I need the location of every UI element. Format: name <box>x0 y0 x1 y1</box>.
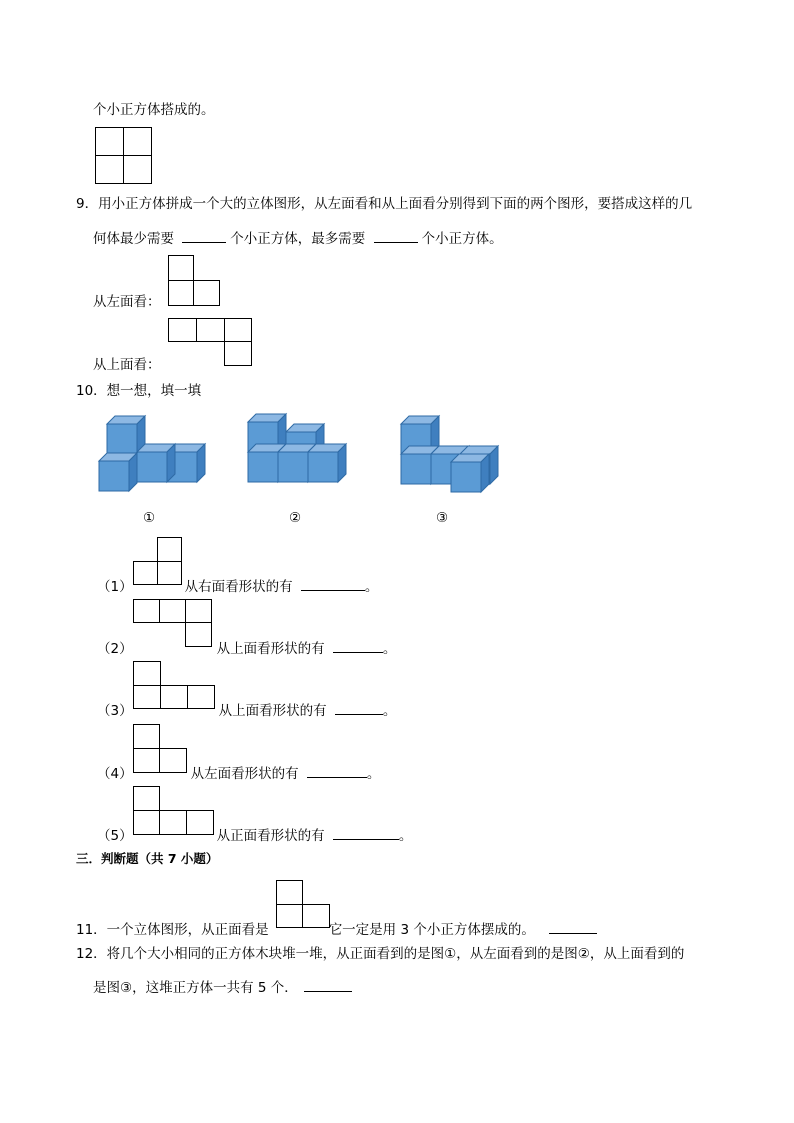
cube-figure-2 <box>248 414 346 482</box>
q10-item-4-num: （4） <box>97 766 133 782</box>
q11-blank[interactable] <box>549 921 597 934</box>
q10-item-2-num: （2） <box>97 641 133 657</box>
cube-figure-3 <box>401 416 498 492</box>
q10-item-5 <box>97 827 412 844</box>
q12-blank[interactable] <box>304 979 352 992</box>
q11-text-b: 它一定是用 3 个小正方体摆成的。 <box>328 922 535 938</box>
q9-left-label: 从左面看： <box>93 294 161 310</box>
q11-line <box>76 921 597 938</box>
q10-item-2-end: 。 <box>382 641 397 657</box>
q10-item-1-end: 。 <box>364 579 379 595</box>
q9-line1: 9．用小正方体拼成一个大的立体图形，从左面看和从上面看分别得到下面的两个图形，要搭成这样的几 <box>76 196 693 212</box>
q10-item-1-blank[interactable] <box>301 578 365 591</box>
q10-item-5-blank[interactable] <box>333 827 399 840</box>
q10-item-3-end: 。 <box>382 703 397 719</box>
q8-tail: 个小正方体搭成的。 <box>93 102 215 118</box>
q10-item-4-text: 从左面看形状的有 <box>190 766 299 782</box>
q10-item-4-end: 。 <box>366 766 381 782</box>
q9-top-label: 从上面看： <box>93 357 161 373</box>
q10-item-3-text: 从上面看形状的有 <box>218 703 327 719</box>
q9-text-b: 个小正方体，最多需要 <box>230 231 366 247</box>
q10-item-5-num: （5） <box>97 828 133 844</box>
q10-item-3-num: （3） <box>97 703 133 719</box>
q10-item-5-text: 从正面看形状的有 <box>216 828 325 844</box>
q12-line2 <box>93 979 352 996</box>
q10-item-3 <box>97 702 396 719</box>
q10-item-1-num: （1） <box>97 579 133 595</box>
q10-item-4 <box>97 765 380 782</box>
q10-item-1-text: 从右面看形状的有 <box>184 579 293 595</box>
q9-text-a: 何体最少需要 <box>93 231 174 247</box>
q10-item-2-text: 从上面看形状的有 <box>216 641 325 657</box>
q10-item-5-end: 。 <box>398 828 413 844</box>
q10-title: 10．想一想，填一填 <box>76 383 202 399</box>
cube-figure-1 <box>99 416 205 491</box>
q11-text-a: 11．一个立体图形，从正面看是 <box>76 922 269 938</box>
figure-label-3: ③ <box>436 510 449 526</box>
q10-item-2-blank[interactable] <box>333 640 383 653</box>
q9-text-c: 个小正方体。 <box>421 231 503 247</box>
q10-item-3-blank[interactable] <box>335 702 383 715</box>
q10-item-2 <box>97 640 396 657</box>
q10-item-4-blank[interactable] <box>307 765 367 778</box>
figure-label-1: ① <box>143 510 156 526</box>
q12-text: 是图③，这堆正方体一共有 5 个． <box>93 980 298 996</box>
q12-line1: 12．将几个大小相同的正方体木块堆一堆，从正面看到的是图①，从左面看到的是图②，从上面看到的 <box>76 946 685 962</box>
figure-label-2: ② <box>289 510 302 526</box>
q10-item-1 <box>97 578 378 595</box>
section-3-title: 三．判断题（共 7 小题） <box>76 851 219 866</box>
